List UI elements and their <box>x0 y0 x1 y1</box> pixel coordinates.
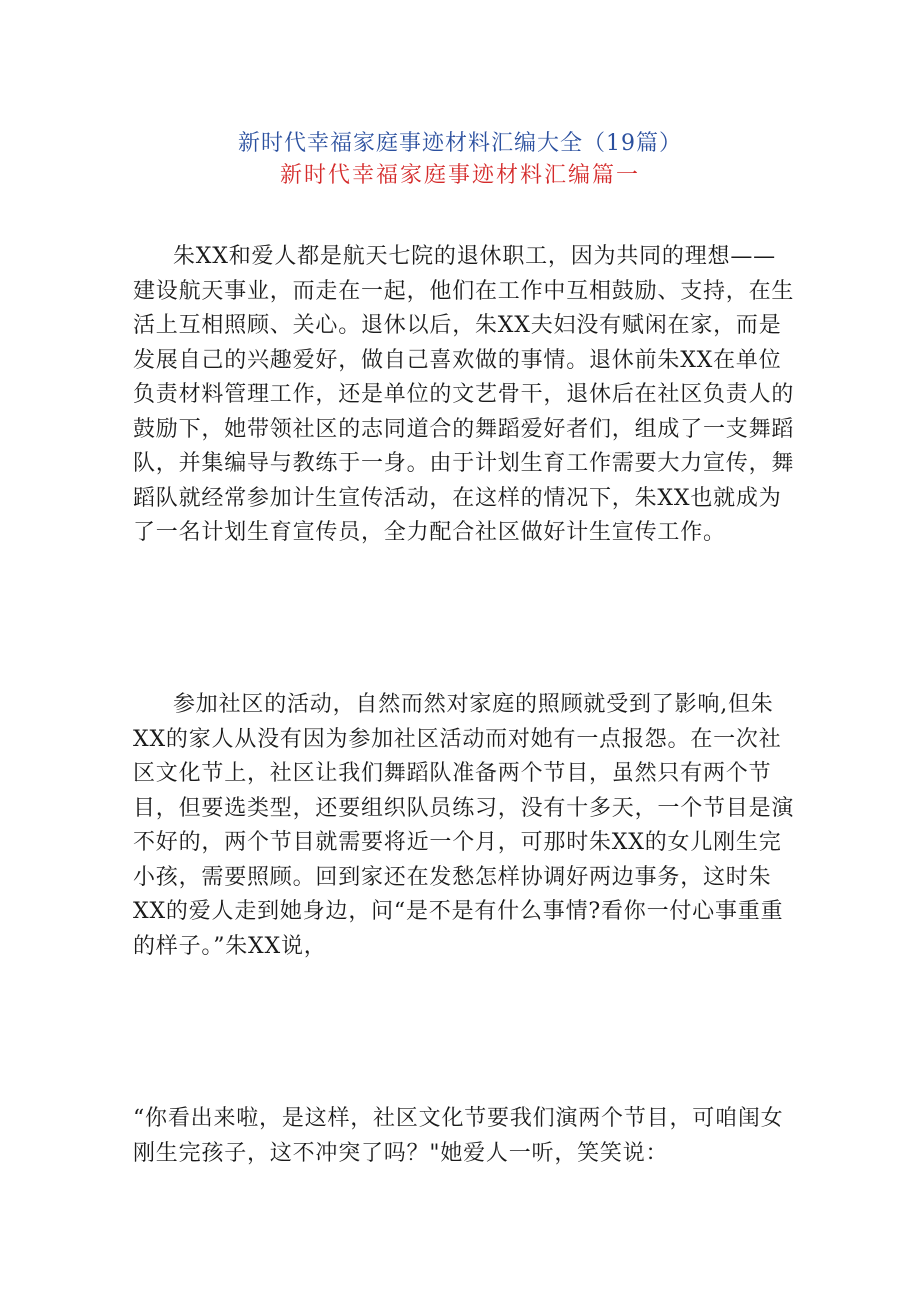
paragraph-1-block <box>133 240 795 551</box>
paragraph-3-block <box>133 1102 795 1171</box>
document-subtitle: 新时代幸福家庭事迹材料汇编篇一 <box>279 163 640 188</box>
paragraph-1: 朱XX和爱人都是航天七院的退休职工，因为共同的理想——建设航天事业，而走在一起，他们在工作中互相鼓励、支持，在生活上互相照顾、关心。退休以后，朱XX夫妇没有赋闲在家，而是发展自己的兴趣爱好，做自己喜欢做的事情。退休前朱XX在单位负责材料管理工作，还是单位的文艺骨干，退休后在社区负责人的鼓励下，她带领社区的志同道合的舞蹈爱好者们，组成了一支舞蹈队，并集编导与教练于一身。由于计划生育工作需要大力宣传，舞蹈队就经常参加计生宣传活动，在这样的情况下，朱XX也就成为了一名计划生育宣传员，全力配合社区做好计生宣传工作。 <box>133 244 795 545</box>
paragraph-2-block <box>133 688 795 964</box>
paragraph-2: 参加社区的活动，自然而然对家庭的照顾就受到了影响,但朱XX的家人从没有因为参加社区活动而对她有一点报怨。在一次社区文化节上，社区让我们舞蹈队准备两个节目，虽然只有两个节目，但要选类型，还要组织队员练习，没有十多天，一个节目是演不好的，两个节目就需要将近一个月，可那时朱XX的女儿刚生完小孩，需要照顾。回到家还在发愁怎样协调好两边事务，这时朱XX的爱人走到她身边，问“是不是有什么事情?看你一付心事重重的样子。”朱XX说， <box>133 692 795 959</box>
document-title: 新时代幸福家庭事迹材料汇编大全（19篇） <box>238 131 682 156</box>
title-block <box>0 128 920 192</box>
paragraph-3: “你看出来啦，是这样，社区文化节要我们演两个节目，可咱闺女刚生完孩子，这不冲突了吗？"她爱人一听，笑笑说： <box>133 1106 784 1166</box>
